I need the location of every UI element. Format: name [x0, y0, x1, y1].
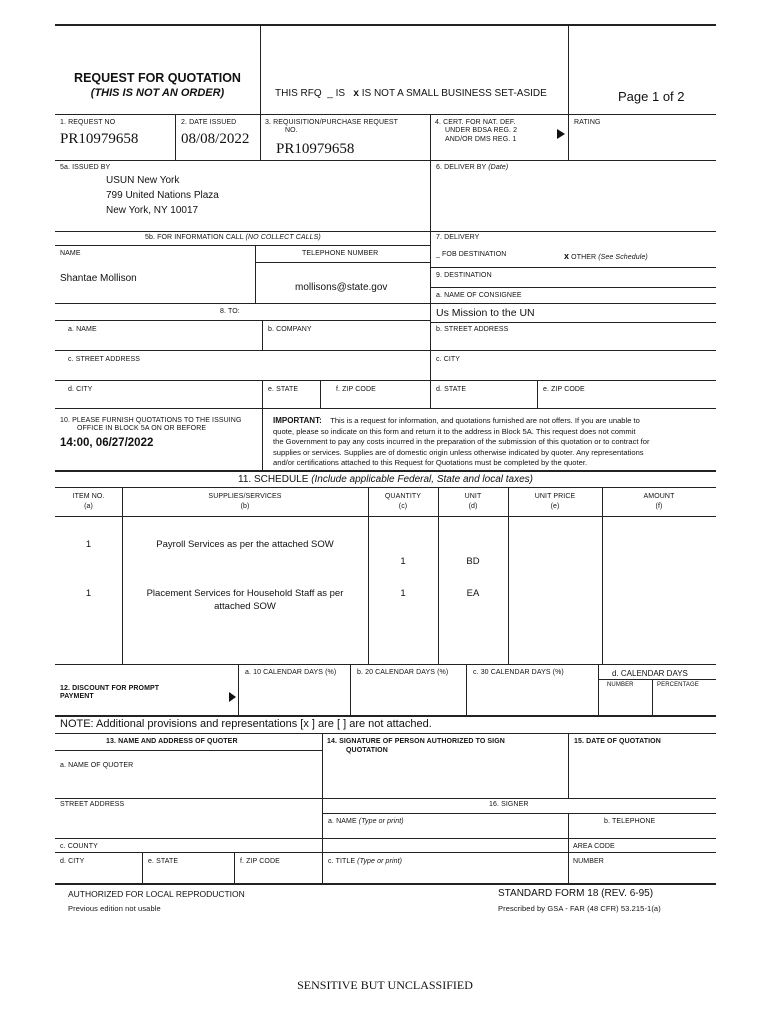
arrow-right-icon [229, 692, 236, 702]
page-number: Page 1 of 2 [618, 89, 685, 104]
to-street-label: c. STREET ADDRESS [68, 356, 140, 363]
requisition-label-no: NO. [285, 127, 298, 134]
request-no-label: 1. REQUEST NO [60, 119, 116, 126]
to-label: 8. TO: [220, 308, 240, 315]
to-zip-label: f. ZIP CODE [336, 386, 376, 393]
item-description-cont: attached SOW [214, 601, 276, 612]
discount-10-days[interactable]: a. 10 CALENDAR DAYS (%) [245, 669, 337, 676]
to-city-label: d. CITY [68, 386, 93, 393]
discount-label: 12. DISCOUNT FOR PROMPT [60, 685, 160, 692]
signer-title-label: c. TITLE (Type or print) [328, 858, 403, 865]
attachments-note: NOTE: Additional provisions and representations [x ] are [ ] are not attached. [60, 718, 432, 730]
schedule-title: 11. SCHEDULE (Include applicable Federal, State and local taxes) [238, 474, 533, 485]
date-issued-value[interactable]: 08/08/2022 [181, 131, 250, 147]
cert-label: 4. CERT. FOR NAT. DEF. [435, 119, 516, 126]
delivery-label: 7. DELIVERY [436, 234, 480, 241]
contact-name-value[interactable]: Shantae Mollison [60, 273, 137, 284]
other-delivery-option[interactable]: x OTHER (See Schedule) [564, 251, 648, 261]
fob-destination-option[interactable]: _ FOB DESTINATION [436, 251, 507, 258]
to-state-label: e. STATE [268, 386, 299, 393]
quoter-zip-label: f. ZIP CODE [240, 858, 280, 865]
classification-marking: SENSITIVE BUT UNCLASSIFIED [297, 978, 473, 992]
requisition-label: 3. REQUISITION/PURCHASE REQUEST [265, 119, 399, 126]
cert-label-3: AND/OR DMS REG. 1 [445, 136, 517, 143]
col-quantity-header: QUANTITY (c) [384, 493, 422, 510]
destination-label: 9. DESTINATION [436, 272, 492, 279]
quoter-county-label: c. COUNTY [60, 843, 98, 850]
discount-30-days[interactable]: c. 30 CALENDAR DAYS (%) [473, 669, 564, 676]
important-notice: IMPORTANT: This is a request for information, and quotations furnished are not offers. If you are unable to quote, please so indicate on this form and return it to the address in Block 5A. This request does not commit the Government to pay any costs incurred in the preparation of the submission of this quotation or to contract for supplies or services. Supplies are of domestic origin unless otherwise indicated by quoter. Any representations and/or certifications attached to this Request for Quotations must be completed by the quoter. [273, 416, 650, 467]
rating-label: RATING [574, 119, 601, 126]
discount-20-days[interactable]: b. 20 CALENDAR DAYS (%) [357, 669, 449, 676]
info-call-label: 5b. FOR INFORMATION CALL (NO COLLECT CALLS) [145, 234, 321, 241]
discount-calendar-days: d. CALENDAR DAYS [612, 669, 688, 678]
signer-name-label: a. NAME (Type or print) [328, 818, 404, 825]
quotation-deadline[interactable]: 14:00, 06/27/2022 [60, 437, 154, 449]
signer-telephone-label: b. TELEPHONE [604, 818, 656, 825]
discount-label-2: PAYMENT [60, 693, 94, 700]
item-description: Placement Services for Household Staff as per [146, 588, 344, 599]
furnish-label-2: OFFICE IN BLOCK 5A ON OR BEFORE [77, 425, 207, 432]
item-number: 1 [85, 539, 92, 550]
arrow-right-icon [557, 129, 565, 139]
quoter-name-label: a. NAME OF QUOTER [60, 762, 134, 769]
item-quantity: 1 [400, 556, 406, 567]
col-unit-price-header: UNIT PRICE (e) [534, 493, 576, 510]
item-description: Payroll Services as per the attached SOW [156, 539, 334, 550]
item-unit: BD [466, 556, 480, 567]
col-item-header: ITEM NO. (a) [72, 493, 105, 510]
dest-state-label: d. STATE [436, 386, 467, 393]
form-title: REQUEST FOR QUOTATION [74, 71, 241, 85]
consignee-value[interactable]: Us Mission to the UN [436, 307, 535, 319]
setaside-checkmark[interactable]: x [353, 88, 359, 99]
phone-number-label: NUMBER [573, 858, 604, 865]
issued-by-line-1: USUN New York [106, 175, 180, 186]
furnish-label: 10. PLEASE FURNISH QUOTATIONS TO THE ISSUING [60, 417, 242, 424]
prescribed-by: Prescribed by GSA - FAR (48 CFR) 53.215-1(a) [498, 904, 661, 913]
to-name-label: a. NAME [68, 326, 97, 333]
quoter-label: 13. NAME AND ADDRESS OF QUOTER [106, 738, 238, 745]
quoter-street-label: STREET ADDRESS [60, 801, 125, 808]
issued-by-line-3: New York, NY 10017 [106, 205, 199, 216]
form-subtitle: (THIS IS NOT AN ORDER) [90, 87, 225, 99]
col-unit-header: UNIT (d) [464, 493, 482, 510]
dest-street-label: b. STREET ADDRESS [436, 326, 509, 333]
signer-label: 16. SIGNER [489, 801, 529, 808]
quoter-city-label: d. CITY [60, 858, 85, 865]
telephone-label: TELEPHONE NUMBER [302, 250, 379, 257]
date-issued-label: 2. DATE ISSUED [181, 119, 237, 126]
col-amount-header: AMOUNT (f) [643, 493, 675, 510]
item-unit: EA [466, 588, 480, 599]
standard-form-number: STANDARD FORM 18 (REV. 6-95) [498, 888, 654, 899]
issued-by-label: 5a. ISSUED BY [60, 164, 111, 171]
contact-name-label: NAME [60, 250, 81, 257]
signature-label: 14. SIGNATURE OF PERSON AUTHORIZED TO SIGN [327, 738, 505, 745]
requisition-value[interactable]: PR10979658 [276, 141, 355, 157]
area-code-label: AREA CODE [573, 843, 615, 850]
authorized-reproduction: AUTHORIZED FOR LOCAL REPRODUCTION [68, 889, 245, 899]
cert-label-2: UNDER BDSA REG. 2 [445, 127, 518, 134]
deliver-by-label: 6. DELIVER BY (Date) [436, 164, 509, 171]
discount-number-label: NUMBER [607, 682, 634, 688]
setaside-statement: THIS RFQ _ IS x IS NOT A SMALL BUSINESS SET-ASIDE [275, 88, 547, 99]
date-of-quotation-label: 15. DATE OF QUOTATION [574, 738, 661, 745]
request-no-value[interactable]: PR10979658 [60, 131, 139, 147]
dest-zip-label: e. ZIP CODE [543, 386, 585, 393]
contact-email-value[interactable]: mollisons@state.gov [295, 282, 388, 293]
dest-city-label: c. CITY [436, 356, 461, 363]
quoter-state-label: e. STATE [148, 858, 179, 865]
col-supplies-header: SUPPLIES/SERVICES (b) [208, 493, 282, 510]
item-number: 1 [85, 588, 92, 599]
to-company-label: b. COMPANY [268, 326, 312, 333]
signature-label-2: QUOTATION [346, 747, 388, 754]
previous-edition-note: Previous edition not usable [68, 904, 161, 913]
issued-by-line-2: 799 United Nations Plaza [106, 190, 219, 201]
item-quantity: 1 [400, 588, 406, 599]
discount-percentage-label: PERCENTAGE [657, 682, 699, 688]
consignee-label: a. NAME OF CONSIGNEE [436, 292, 522, 299]
